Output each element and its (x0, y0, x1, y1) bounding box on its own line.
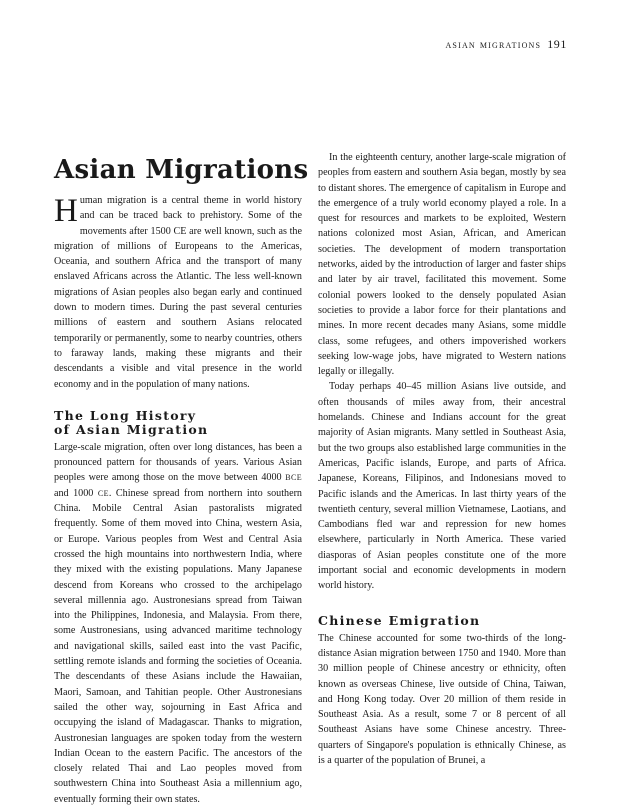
section-heading-line-1: The Long History (54, 407, 197, 423)
right-column (318, 150, 566, 768)
intro-paragraph (54, 193, 302, 392)
section-heading-line-2: of Asian Migration (54, 421, 209, 437)
era-abbreviation: BCE (285, 473, 302, 483)
intro-text: uman migration is a central theme in world history and can be traced back to prehistory. Some of the movements after 1500 CE are well known, such as the migration of millions of Europeans to the Americas, Oceania, and southern Africa and the transport of many enslaved Africans across the Atlantic. The less well-known migrations of Asian peoples also began early and continued down to modern times. During the past several centuries millions of eastern and southern Asians relocated temporarily or permanently, some to nearby countries, others to faraway lands, making these migrants and their descendants a visible and vital presence in the world economy and in the population of many nations. (54, 195, 302, 390)
paragraph-text: and 1000 (54, 487, 98, 499)
article-title: Asian Migrations (54, 155, 309, 185)
paragraph-text: . Chinese spread from northern into southern China. Mobile Central Asian pastoralists migrated frequently. Some of them moved into China, western Asia, or Europe. Various peoples from West and Central Asia crossed the high mountains into northwestern India, where they mixed with the existing populations. Many Japanese descend from Koreans who crossed to the archipelago several millennia ago. Austronesians spread from Taiwan into the Philippines, Indonesia, and Malaysia. From there, some Austronesians, using advanced maritime technology and navigational skills, sailed east into the vast Pacific, settling remote islands and forming the societies of Oceania. The descendants of these Asians include the Hawaiian, Maori, Samoan, and Tahitian people. Other Austronesians sailed the other way, sojourning in East Africa and occupying the island of Madagascar. Thanks to migration, Austronesian languages are spoken today from the western Indian Ocean to the eastern Pacific. The ancestors of the closely related Thai and Lao peoples moved from southwestern China into Southeast Asia a millennium ago, eventually forming their own states. (54, 487, 302, 805)
paragraph-long-history-1 (54, 440, 302, 807)
paragraph-text: Large-scale migration, often over long distances, has been a pronounced pattern for thousands of years. Various Asian peoples were among those on the move between 4000 (54, 441, 302, 484)
section-heading-chinese-emigration: Chinese Emigration (318, 612, 481, 628)
running-head (445, 37, 567, 52)
paragraph-long-history-3: Today perhaps 40–45 million Asians live outside, and often thousands of miles away from, their ancestral homelands. Chinese and Indians account for the great majority of Asian migrants. Many settled in Southeast Asia, but the two groups also established large communities in the Americas, Pacific islands, Europe, and parts of Africa. Japanese, Koreans, Filipinos, and Indonesians moved to Pacific islands and the Americas. In last thirty years of the twentieth century, several million Vietnamese, Laotians, and Cambodians fled war and repression for new homes elsewhere, particularly in North America. These varied diasporas of Asian peoples constitute one of the more important social and economic developments in modern world history. (318, 381, 566, 592)
section-heading-long-history (54, 409, 302, 437)
paragraph-chinese-emigration-1: The Chinese accounted for some two-thirds of the long-distance Asian migration between 1750 and 1940. More than 30 million people of Chinese ancestry or ethnicity, often known as overseas Chinese, live outside of China, Taiwan, and Hong Kong today. Over 20 million of them reside in Southeast Asia. As a result, some 7 or 8 percent of all Southeast Asians have some Chinese ancestry. Three-quarters of Singapore's population is ethnically Chinese, as is a quarter of the population of Brunei, a (318, 632, 566, 766)
paragraph-long-history-2: In the eighteenth century, another large-scale migration of peoples from eastern and southern Asia began, mostly by sea to distant shores. The emergence of capitalism in Europe and the emergence of a truly world economy played a role. In a quest for resources and markets to be exploited, Western nations colonized most Asian, African, and American societies. The development of modern transportation networks, aided by the introduction of larger and faster ships and later by air travel, facilitated this movement. Some colonial powers looked to the densely populated Asian societies to provide a labor force for their plantations and mines. In more recent decades many Asians, some middle class, some refugees, and others impoverished workers seeking low-wage jobs, have migrated to Western nations legally or illegally. (318, 152, 566, 378)
page-number: 191 (547, 37, 567, 51)
running-head-title: asian migrations (445, 39, 542, 51)
era-abbreviation: CE (97, 488, 109, 498)
drop-cap: H (54, 193, 78, 229)
left-column (54, 150, 309, 807)
